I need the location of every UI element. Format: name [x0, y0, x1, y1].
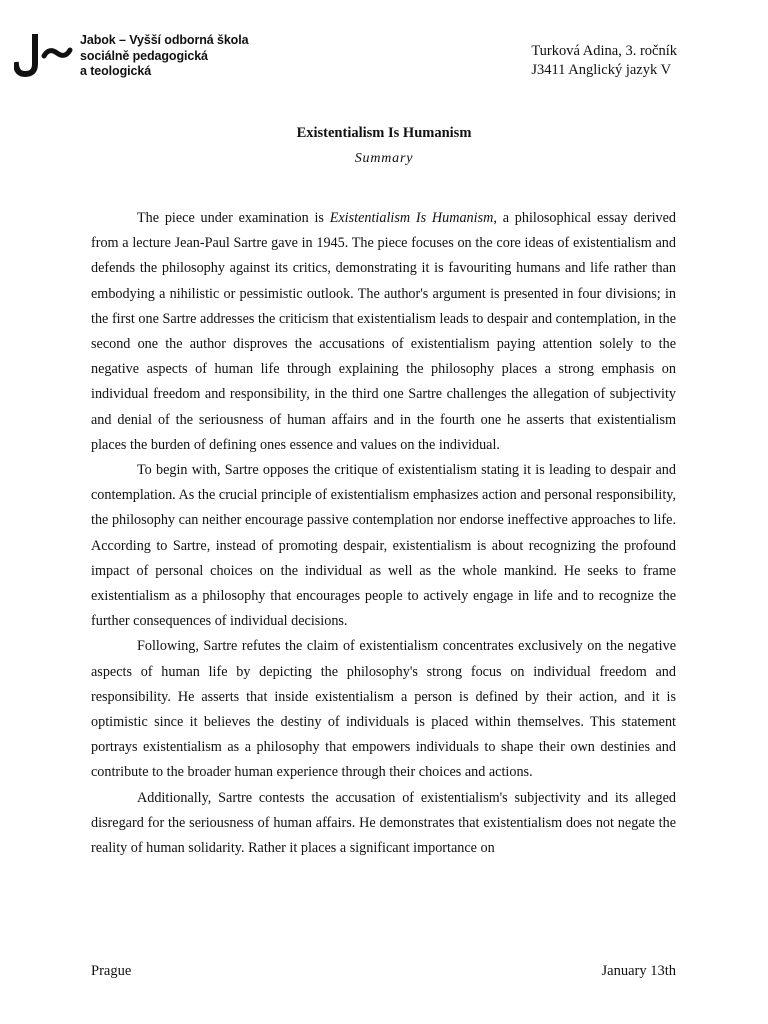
author-name: Turková Adina, 3. ročník	[531, 43, 677, 59]
document-title: Existentialism Is Humanism	[296, 125, 472, 141]
paragraph-3: Following, Sartre refutes the claim of existentialism concentrates exclusively on the negative aspects of human life by depicting the philosophy's strong focus on individual freedom and responsibility. He asserts that inside existentialism a person is defined by their action, and it is optimistic since it believes the destiny of individuals is placed within themselves. This statement portrays existentialism as a philosophy that empowers individuals to shape their own destinies and contribute to the broader human experience through their choices and actions.	[91, 638, 676, 781]
paragraph-2: To begin with, Sartre opposes the critique of existentialism stating it is leading to despair and contemplation. As the crucial principle of existentialism emphasizes action and personal responsibility, the philosophy can neither encourage passive contemplation nor endorse ineffective approaches to life. According to Sartre, instead of promoting despair, existentialism is about recognizing the profound impact of personal choices on the individual as well as the whole mankind. He seeks to frame existentialism as a philosophy that encourages people to actively engage in life and to recognize the further consequences of individual decisions.	[91, 462, 676, 630]
paragraph-1	[91, 206, 676, 458]
school-name-line-2: sociálně pedagogická	[80, 48, 208, 63]
school-name-line-3: a teologická	[80, 64, 152, 78]
footer-place: Prague	[91, 963, 132, 979]
school-name-line-1: Jabok – Vyšší odborná škola	[80, 33, 249, 47]
school-logo	[14, 34, 248, 80]
paragraph-4: Additionally, Sartre contests the accusation of existentialism's subjectivity and its alleged disregard for the seriousness of human affairs. He demonstrates that existentialism does not negate the reality of human solidarity. Rather it places a significant importance on	[91, 789, 676, 857]
document-subtitle: Summary	[354, 151, 414, 166]
document-body	[91, 206, 676, 861]
course-name: J3411 Anglický jazyk V	[531, 62, 672, 78]
author-block	[531, 42, 677, 80]
school-name	[80, 33, 248, 80]
paragraph-1-rest: , a philosophical essay derived from a lecture Jean-Paul Sartre gave in 1945. The piece focuses on the core ideas of existentialism and defends the philosophy against its critics, demonstrating it is favouriting humans and life rather than embodying a nihilistic or pessimistic outlook. The author's argument is presented in four divisions; in the first one Sartre addresses the criticism that existentialism leads to despair and contemplation, in the second one the author disproves the accusations of existentialism paying attention solely to the negative aspects of human life through explaining the philosophy places a strong emphasis on individual freedom and responsibility, in the third one Sartre challenges the allegation of subjectivity and denial of the seriousness of human affairs and in the fourth one he asserts that existentialism places the burden of defining ones essence and values on the individual.	[91, 210, 676, 453]
work-title-italic: Existentialism Is Humanism	[329, 210, 494, 226]
paragraph-1-start: The piece under examination is	[137, 210, 330, 226]
footer-date: January 13th	[601, 963, 676, 979]
jabok-logo-icon	[14, 34, 74, 80]
